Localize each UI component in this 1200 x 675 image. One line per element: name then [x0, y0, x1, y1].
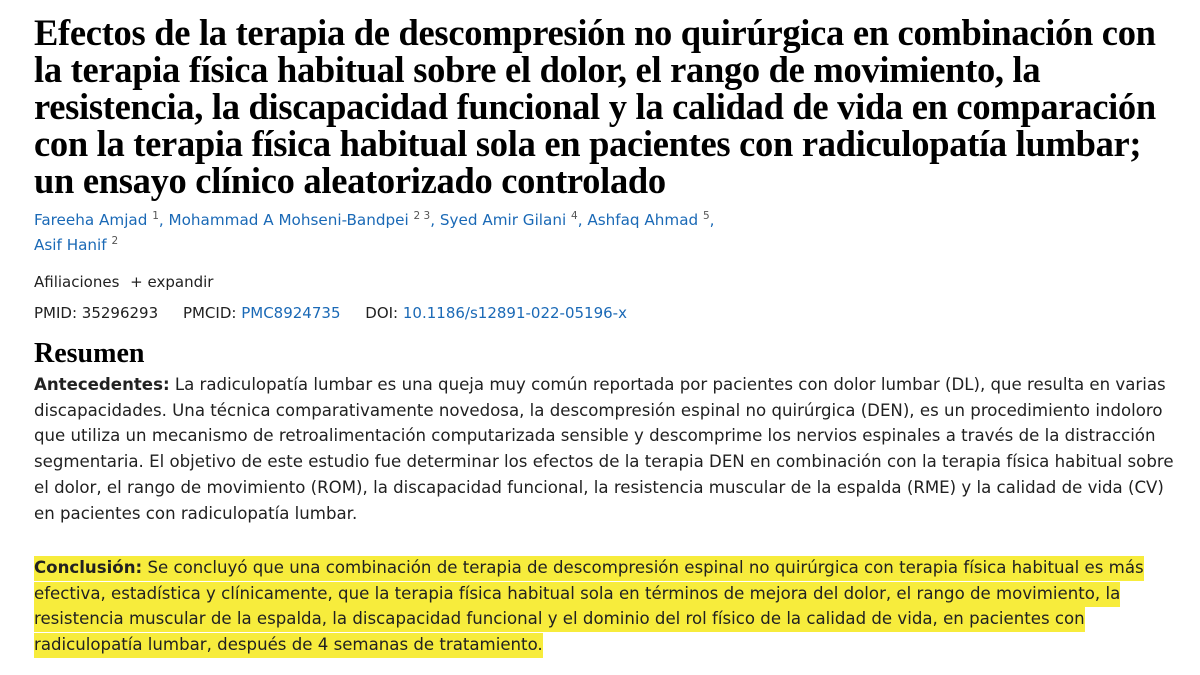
abstract-background	[34, 372, 1174, 526]
affiliations-label: Afiliaciones	[34, 273, 120, 291]
author-link[interactable]: Ashfaq Ahmad	[587, 211, 699, 229]
background-text: La radiculopatía lumbar es una queja muy común reportada por pacientes con dolor lumbar (DL), que resulta en varias discapacidades. Una técnica comparativamente novedosa, la descompresión espinal no quirúrgica (DEN), es un procedimiento indoloro que utiliza un mecanismo de retroalimentación computarizada sensible y descomprime los nervios espinales a través de la distracción segmentaria. El objetivo de este estudio fue determinar los efectos de la terapia DEN en combinación con la terapia física habitual sobre el dolor, el rango de movimiento (ROM), la discapacidad funcional, la resistencia muscular de la espalda (RME) y la calidad de vida (CV) en pacientes con radiculopatía lumbar.	[34, 375, 1174, 523]
pmid-label: PMID:	[34, 304, 78, 322]
author-link[interactable]: Syed Amir Gilani	[439, 211, 567, 229]
expand-affiliations-button[interactable]: + expandir	[130, 273, 214, 291]
article-title: Efectos de la terapia de descompresión no quirúrgica en combinación con la terapia física habitual sobre el dolor, el rango de movimiento, la resistencia, la discapacidad funcional y la calidad de vida en comparación con la terapia física habitual sola en pacientes con radiculopatía lumbar; un ensayo clínico aleatorizado controlado	[34, 12, 1156, 201]
author-link[interactable]: Fareeha Amjad	[34, 211, 148, 229]
identifiers-row	[34, 304, 627, 322]
author-affiliation-ref[interactable]: 4	[571, 210, 578, 222]
author-link[interactable]: Mohammad A Mohseni-Bandpei	[168, 211, 409, 229]
pmid-value: 35296293	[81, 304, 159, 322]
author-affiliation-ref[interactable]: 2	[111, 235, 119, 247]
conclusion-text: Se concluyó que una combinación de terapia de descompresión espinal no quirúrgica con terapia física habitual es más efectiva, estadística y clínicamente, que la terapia física habitual sola en términos de mejora del dolor, el rango de movimiento, la resistencia muscular de la espalda, la discapacidad funcional y el dominio del rol físico de la calidad de vida, en pacientes con radiculopatía lumbar, después de 4 semanas de tratamiento.	[34, 558, 1144, 655]
pmcid-link[interactable]: PMC8924735	[241, 304, 341, 322]
author-link[interactable]: Asif Hanif	[34, 236, 107, 254]
affiliations-row	[34, 273, 213, 291]
doi-link[interactable]: 10.1186/s12891-022-05196-x	[402, 304, 627, 322]
conclusion-highlight	[34, 556, 1144, 658]
doi-label: DOI:	[365, 304, 399, 322]
pmcid-label: PMCID:	[182, 304, 237, 322]
abstract-heading: Resumen	[34, 338, 145, 369]
author-affiliation-ref[interactable]: 2 3	[413, 210, 431, 222]
author-list: Fareeha Amjad $^1$, Mohammad A Mohseni-Bandpei $^{2 3}$, Syed Amir Gilani $^4$, Ashfaq Ahmad $^5$, Asif Hanif $^2$	[34, 210, 715, 254]
background-label: Antecedentes:	[34, 375, 170, 394]
author-affiliation-ref[interactable]: 5	[702, 210, 710, 222]
author-affiliation-ref[interactable]: 1	[152, 210, 159, 222]
abstract-conclusion	[34, 555, 1159, 658]
conclusion-label: Conclusión:	[34, 558, 143, 577]
